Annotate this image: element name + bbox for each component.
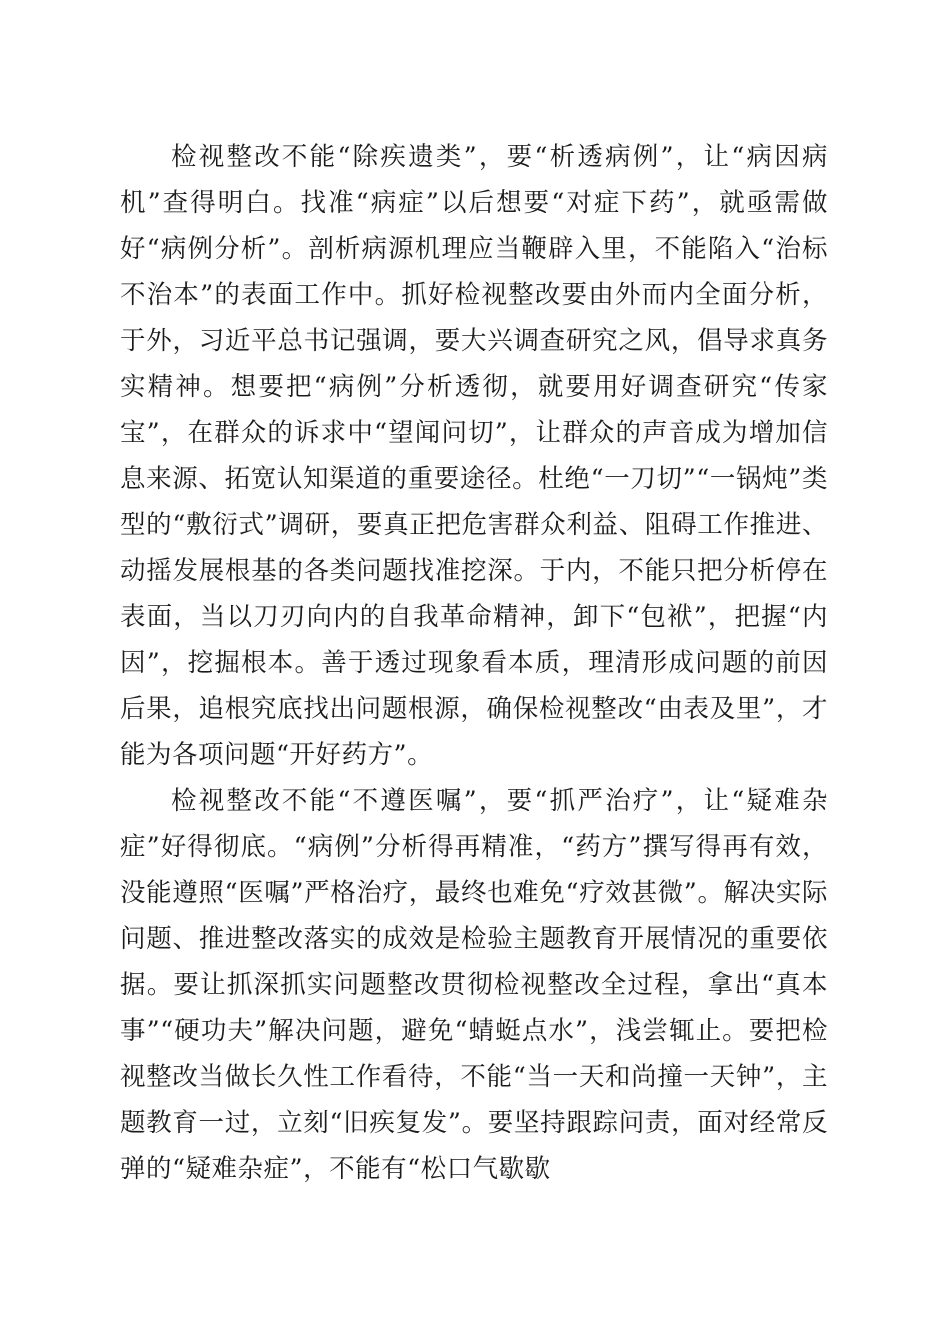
paragraph-treatment: 检视整改不能“不遵医嘱”，要“抓严治疗”，让“疑难杂症”好得彻底。“病例”分析得再精准，“药方”撰写得再有效，没能遵照“医嘱”严格治疗，最终也难免“疗效甚微”。解决实际问题、推进整改落实的成效是检验主题教育开展情况的重要依据。要让抓深抓实问题整改贯彻检视整改全过程，拿出“真本事”“硬功夫”解决问题，避免“蜻蜓点水”，浅尝辄止。要把检视整改当做长久性工作看待，不能“当一天和尚撞一天钟”，主题教育一过，立刻“旧疾复发”。要坚持跟踪问责，面对经常反弹的“疑难杂症”，不能有“松口气歇歇	[120, 786, 828, 1184]
document-body	[120, 134, 828, 1192]
paragraph-diagnosis: 检视整改不能“除疾遗类”，要“析透病例”，让“病因病机”查得明白。找准“病症”以后想要“对症下药”，就亟需做好“病例分析”。剖析病源机理应当鞭辟入里，不能陷入“治标不治本”的表面工作中。抓好检视整改要由外而内全面分析，于外，习近平总书记强调，要大兴调查研究之风，倡导求真务实精神。想要把“病例”分析透彻，就要用好调查研究“传家宝”，在群众的诉求中“望闻问切”，让群众的声音成为增加信息来源、拓宽认知渠道的重要途径。杜绝“一刀切”“一锅炖”类型的“敷衍式”调研，要真正把危害群众利益、阻碍工作推进、动摇发展根基的各类问题找准挖深。于内，不能只把分析停在表面，当以刀刃向内的自我革命精神，卸下“包袱”，把握“内因”，挖掘根本。善于透过现象看本质，理清形成问题的前因后果，追根究底找出问题根源，确保检视整改“由表及里”，才能为各项问题“开好药方”。	[120, 142, 828, 770]
